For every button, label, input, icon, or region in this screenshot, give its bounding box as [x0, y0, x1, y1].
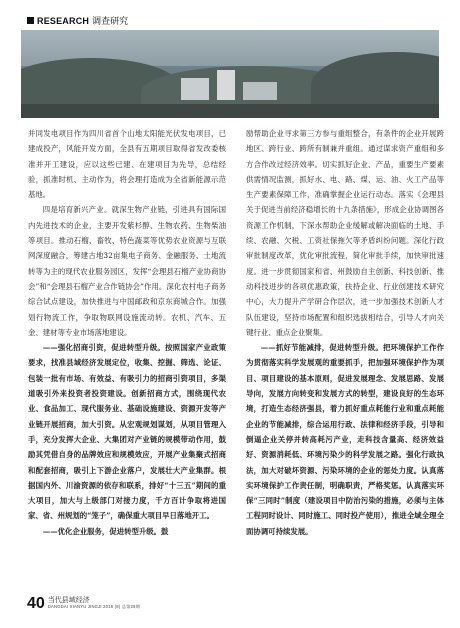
body-paragraph: 励帮助企业寻求第三方参与重组整合，有条件的企业开展跨地区、跨行业、跨所有制兼并重组。通过谋求资产重组和多方合作改过经济效率。切实抓好企业、产品，重要生产要素供需情况监测，抓好水、电、路、煤、运、油、火工产品等生产要素保障工作，准确掌握企业运行动态。落实《会理县关于促进当前经济稳增长的十九条措施》，形成企业协调图各资源工作机制，下深水帮助企业缓解或解决面临的土地、手续、农融、欠税、工资社保拖欠等矛盾纠纷问题。深化行政审批制度改革，优化审批流程，简化审批手续，加快审批速度。进一步贯彻国家和省、州鼓励自主创新、科技创新、推动科技进步的各项优惠政策，扶持企业、行业创建技术研究中心，大力提升产学研合作层次，进一步加强技术创新人才队伍建设，坚持市场配置和组织选拔相结合，引导人才向关键行业、重点企业聚集。	[246, 129, 444, 337]
section-header	[27, 14, 128, 27]
header-photo	[21, 30, 439, 118]
magazine-name-en: DANGDAI XIANYU JINGJI 2016 (8) 总第29期	[47, 604, 140, 609]
body-paragraph: 并同发电项目作为四川省首个山地太阳能光伏发电项目，已建成投产，风能开发方面，全县有五期项目取得省发改委核准并开工建设，应以这些已建、在建项目为先导，总结经验，抓准时机、主动作为，将会理打造成为全省新能源示范基地。	[28, 129, 226, 200]
page-footer	[27, 596, 140, 612]
section-label-cn: 调查研究	[92, 17, 129, 27]
body-paragraph: 四是培育新兴产业。就深生物产业链，引进具有国际国内先进技术的企业，主要开发紫杉醇、生物农药、生物柴油等项目。推动石榴、畜牧、特色蔬菜等优势农业资源与互联网深度融合，筹建古地32亩集电子商务、金融服务、土地流转等为主的现代农业服务园区，发挥“会理县石榴产业协商协会”和“会理县石榴产业合作链协会”作用。深化农村电子商务综合试点建设，加快推进与中国邮政和京东商城合作。加强划行物流工作，争取物联网设施流动转。农机、汽车、五金、建材等专业市场落地建设。	[28, 205, 226, 337]
subheading-paragraph: ——优化企业服务，促进转型升级。鼓	[42, 526, 169, 536]
subheading-paragraph: ——抓好节能减排，促进转型升级。把环境保护工作作为贯彻落实科学发展观的重要抓手，把加强环境保护作为项目、项目建设的基本原则，促进发展理念、发展思路、发展导向，发展方向转变和发展方式的转型，建设良好的生态环境，打造生态经济强县，着力抓好重点耗能行业和重点耗能企业的节能减排，综合运用行政、法律和经济手段，引导和倒逼企业关停并转高耗污产业，走科技含量高、经济效益好、资源消耗低、环境污染少的科学发展之路。强化行政执法，加大对破坏资源、污染环境的企业的惩处力度。认真落实环境保护工作责任制，明确职责，严格奖惩。认真落实环保“三同时”制度（建设项目中防治污染的措施，必须与主体工程同时设计、同时施工、同时投产使用），推进全域全理全面协调可持续发展。	[246, 343, 444, 536]
article-right-column	[246, 126, 444, 539]
subheading-paragraph: ——强化招商引资，促进转型升级。按照国家产业政策要求，找准县域经济发展定位，收集、挖掘、筛选、论证、包装一批有市场、有效益、有吸引力的招商引资项目，多渠道吸引外来投资者投资建设。创新招商方式，围绕现代农业、食品加工、现代服务业、基础设施建设、资源开发等产业链开展招商，加大引资。从宏观规划谋划，从项目管理入手，充分发挥大企业、大集团对产业链的规模带动作用，鼓励其凭借自身的品牌效应和规模效应，开展产业集聚式招商和配套招商，吸引上下游企业落户，发展壮大产业集群。根据国内外、川渝资源的依存和联系，排好“十三五”期间的重大项目，加大与上级部门对接力度，千方百计争取将进国家、省、州规划的“笼子”，确保重大项目早日落地开工。	[28, 343, 226, 521]
page-number: 40	[27, 595, 45, 612]
section-label-en: RESEARCH	[37, 15, 90, 26]
magazine-name-cn: 当代县域经济	[47, 596, 90, 604]
section-marker-icon	[27, 17, 34, 24]
article-left-column	[28, 126, 226, 539]
magazine-name	[48, 596, 140, 610]
